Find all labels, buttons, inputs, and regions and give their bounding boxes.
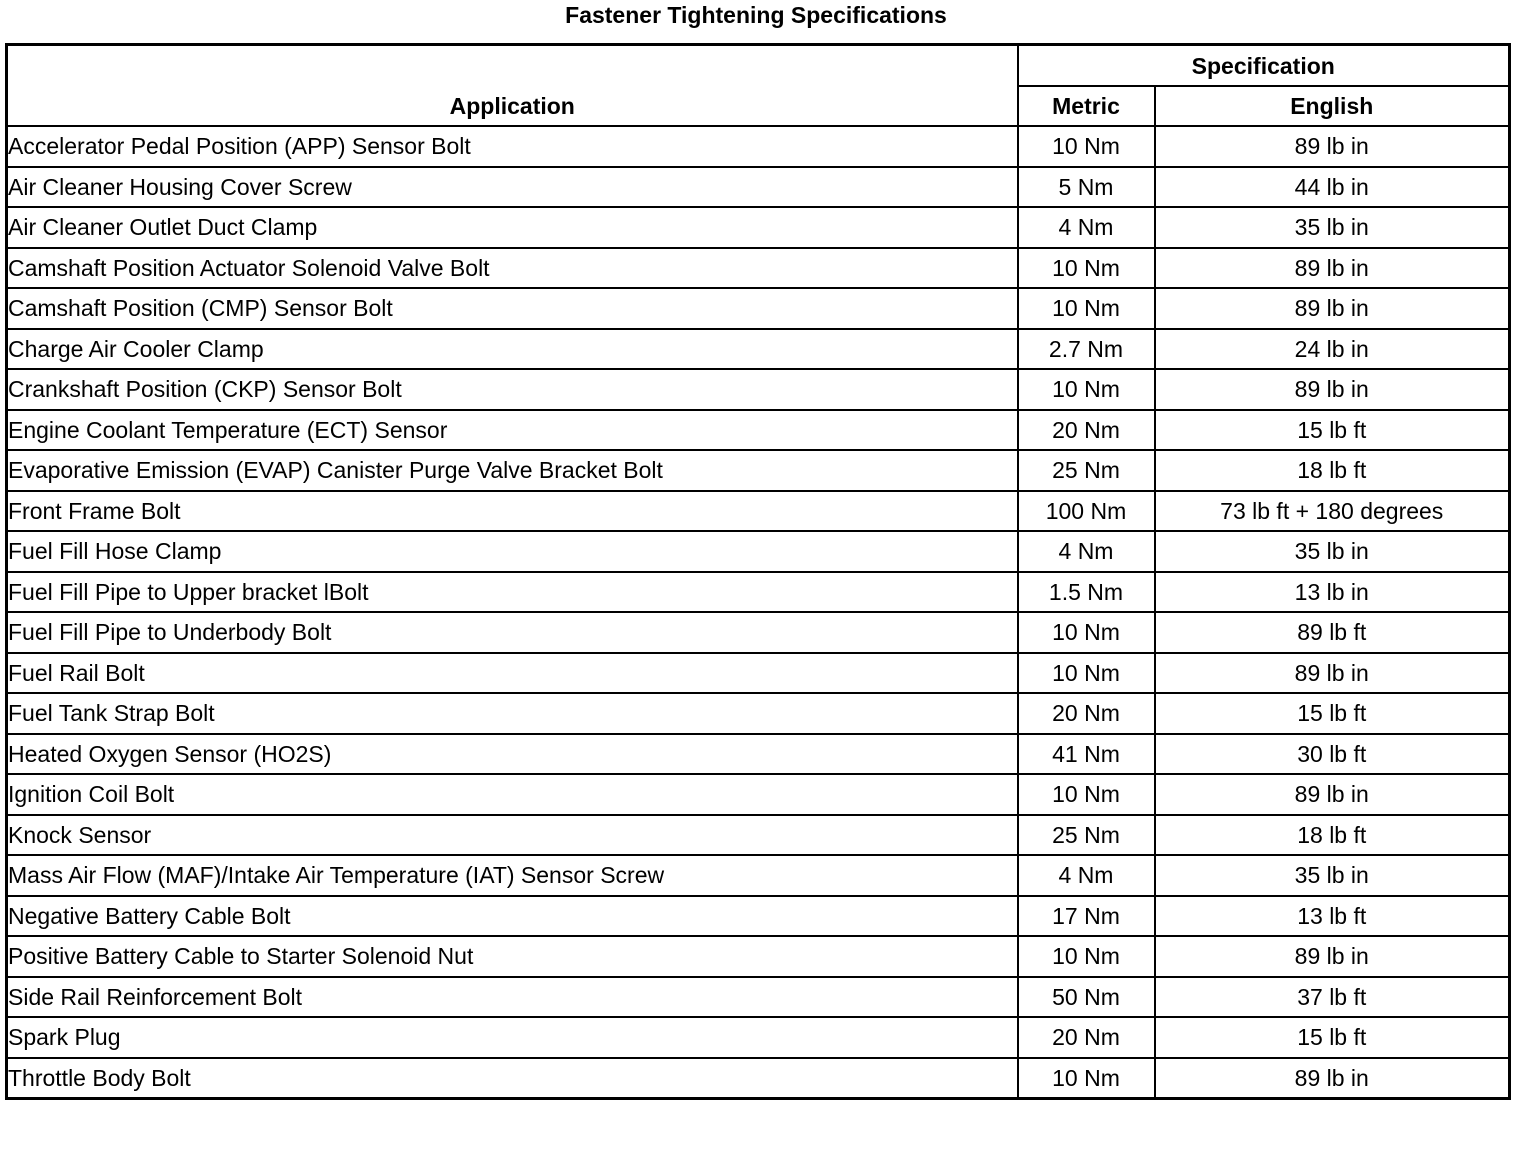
metric-cell: 10 Nm <box>1018 936 1155 977</box>
english-cell: 89 lb in <box>1155 126 1510 167</box>
application-cell: Crankshaft Position (CKP) Sensor Bolt <box>7 369 1018 410</box>
specifications-table <box>5 43 1511 1100</box>
specification-column-header: Specification <box>1018 45 1510 86</box>
application-cell: Camshaft Position (CMP) Sensor Bolt <box>7 288 1018 329</box>
application-cell: Knock Sensor <box>7 815 1018 856</box>
metric-cell: 10 Nm <box>1018 1058 1155 1099</box>
metric-cell: 10 Nm <box>1018 369 1155 410</box>
metric-cell: 20 Nm <box>1018 1017 1155 1058</box>
table-row <box>7 612 1510 653</box>
metric-cell: 10 Nm <box>1018 653 1155 694</box>
application-cell: Positive Battery Cable to Starter Solenoid Nut <box>7 936 1018 977</box>
application-cell: Engine Coolant Temperature (ECT) Sensor <box>7 410 1018 451</box>
english-cell: 15 lb ft <box>1155 1017 1510 1058</box>
english-cell: 89 lb in <box>1155 248 1510 289</box>
application-cell: Front Frame Bolt <box>7 491 1018 532</box>
metric-cell: 25 Nm <box>1018 450 1155 491</box>
table-row <box>7 1017 1510 1058</box>
metric-cell: 20 Nm <box>1018 693 1155 734</box>
metric-cell: 25 Nm <box>1018 815 1155 856</box>
metric-cell: 17 Nm <box>1018 896 1155 937</box>
table-row <box>7 491 1510 532</box>
application-cell: Side Rail Reinforcement Bolt <box>7 977 1018 1018</box>
english-cell: 89 lb in <box>1155 653 1510 694</box>
table-row <box>7 774 1510 815</box>
metric-cell: 20 Nm <box>1018 410 1155 451</box>
table-row <box>7 410 1510 451</box>
english-cell: 37 lb ft <box>1155 977 1510 1018</box>
application-column-header: Application <box>7 45 1018 127</box>
table-row <box>7 653 1510 694</box>
english-cell: 73 lb ft + 180 degrees <box>1155 491 1510 532</box>
application-cell: Fuel Fill Hose Clamp <box>7 531 1018 572</box>
metric-cell: 10 Nm <box>1018 248 1155 289</box>
english-cell: 89 lb in <box>1155 1058 1510 1099</box>
english-cell: 44 lb in <box>1155 167 1510 208</box>
english-cell: 89 lb in <box>1155 774 1510 815</box>
application-cell: Ignition Coil Bolt <box>7 774 1018 815</box>
english-cell: 15 lb ft <box>1155 410 1510 451</box>
application-cell: Negative Battery Cable Bolt <box>7 896 1018 937</box>
metric-cell: 100 Nm <box>1018 491 1155 532</box>
english-cell: 89 lb in <box>1155 288 1510 329</box>
application-cell: Accelerator Pedal Position (APP) Sensor Bolt <box>7 126 1018 167</box>
english-cell: 89 lb in <box>1155 936 1510 977</box>
table-body <box>7 126 1510 1099</box>
table-row <box>7 207 1510 248</box>
table-row <box>7 855 1510 896</box>
metric-cell: 4 Nm <box>1018 207 1155 248</box>
application-cell: Fuel Rail Bolt <box>7 653 1018 694</box>
table-row <box>7 734 1510 775</box>
table-row <box>7 1058 1510 1099</box>
english-cell: 15 lb ft <box>1155 693 1510 734</box>
application-cell: Heated Oxygen Sensor (HO2S) <box>7 734 1018 775</box>
metric-cell: 10 Nm <box>1018 612 1155 653</box>
metric-cell: 10 Nm <box>1018 126 1155 167</box>
metric-cell: 2.7 Nm <box>1018 329 1155 370</box>
metric-cell: 50 Nm <box>1018 977 1155 1018</box>
table-row <box>7 126 1510 167</box>
metric-cell: 10 Nm <box>1018 288 1155 329</box>
application-cell: Air Cleaner Housing Cover Screw <box>7 167 1018 208</box>
english-cell: 89 lb ft <box>1155 612 1510 653</box>
english-column-header: English <box>1155 86 1510 127</box>
metric-cell: 5 Nm <box>1018 167 1155 208</box>
table-row <box>7 167 1510 208</box>
english-cell: 13 lb ft <box>1155 896 1510 937</box>
metric-cell: 4 Nm <box>1018 531 1155 572</box>
table-row <box>7 288 1510 329</box>
table-row <box>7 572 1510 613</box>
application-cell: Fuel Fill Pipe to Underbody Bolt <box>7 612 1018 653</box>
table-row <box>7 450 1510 491</box>
application-cell: Mass Air Flow (MAF)/Intake Air Temperature (IAT) Sensor Screw <box>7 855 1018 896</box>
application-cell: Air Cleaner Outlet Duct Clamp <box>7 207 1018 248</box>
table-row <box>7 248 1510 289</box>
table-row <box>7 369 1510 410</box>
table-row <box>7 896 1510 937</box>
metric-cell: 4 Nm <box>1018 855 1155 896</box>
application-cell: Charge Air Cooler Clamp <box>7 329 1018 370</box>
table-row <box>7 936 1510 977</box>
metric-cell: 1.5 Nm <box>1018 572 1155 613</box>
table-row <box>7 815 1510 856</box>
table-row <box>7 977 1510 1018</box>
application-cell: Camshaft Position Actuator Solenoid Valve Bolt <box>7 248 1018 289</box>
english-cell: 35 lb in <box>1155 531 1510 572</box>
english-cell: 89 lb in <box>1155 369 1510 410</box>
table-row <box>7 531 1510 572</box>
metric-cell: 41 Nm <box>1018 734 1155 775</box>
application-cell: Evaporative Emission (EVAP) Canister Purge Valve Bracket Bolt <box>7 450 1018 491</box>
table-header <box>7 45 1510 127</box>
english-cell: 13 lb in <box>1155 572 1510 613</box>
table-row <box>7 693 1510 734</box>
application-cell: Spark Plug <box>7 1017 1018 1058</box>
header-row-top <box>7 45 1510 86</box>
application-cell: Fuel Tank Strap Bolt <box>7 693 1018 734</box>
english-cell: 18 lb ft <box>1155 815 1510 856</box>
english-cell: 35 lb in <box>1155 207 1510 248</box>
english-cell: 18 lb ft <box>1155 450 1510 491</box>
metric-column-header: Metric <box>1018 86 1155 127</box>
page-title: Fastener Tightening Specifications <box>565 2 947 28</box>
english-cell: 35 lb in <box>1155 855 1510 896</box>
metric-cell: 10 Nm <box>1018 774 1155 815</box>
application-cell: Fuel Fill Pipe to Upper bracket lBolt <box>7 572 1018 613</box>
application-cell: Throttle Body Bolt <box>7 1058 1018 1099</box>
english-cell: 30 lb ft <box>1155 734 1510 775</box>
english-cell: 24 lb in <box>1155 329 1510 370</box>
table-row <box>7 329 1510 370</box>
